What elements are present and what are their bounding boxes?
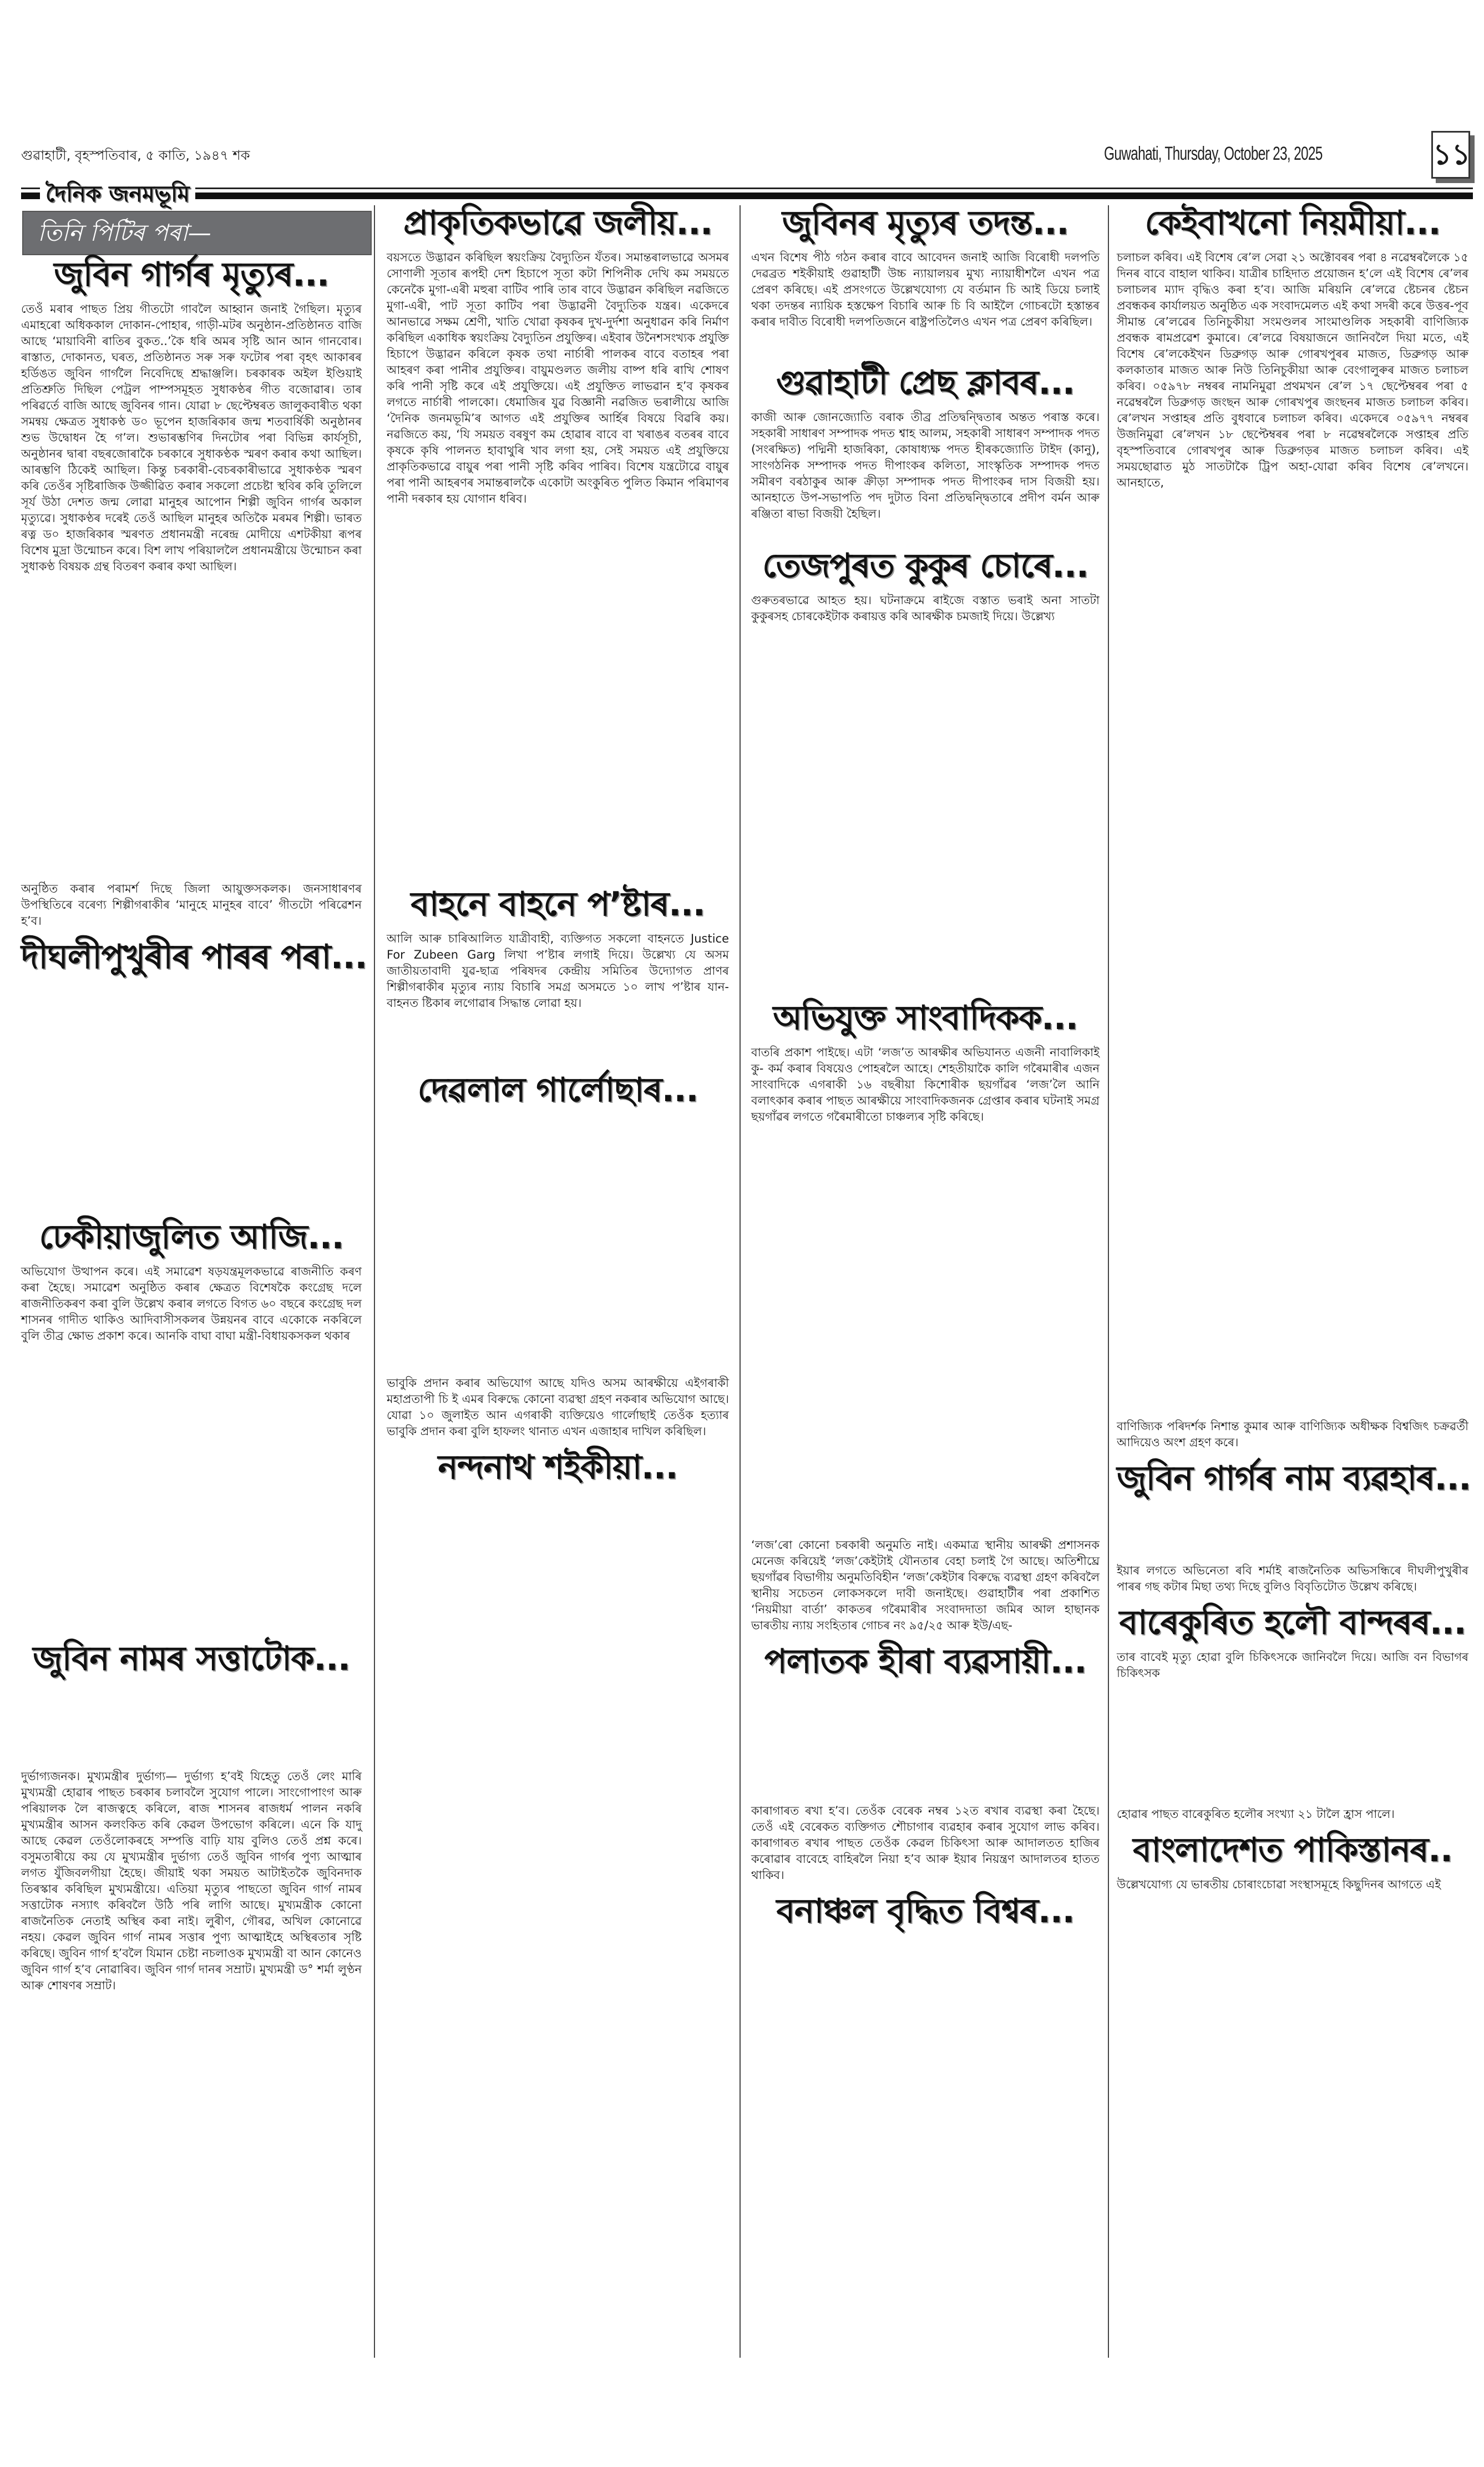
article-headline: বাহনে বাহনে প’ষ্টাৰ... (411, 885, 705, 924)
news-article (387, 1068, 729, 1445)
news-article (751, 1639, 1100, 1889)
article-body (387, 1112, 729, 1445)
news-article (21, 1215, 362, 1637)
article-body (21, 1259, 362, 1637)
article-body (1117, 1645, 1468, 1828)
article-paragraph: বয়সতে উদ্ভাৱন কৰিছিল স্বয়ংক্ৰিয় বৈদ্যুতিন যঁতৰ। সমান্তৰালভাৱে অসমৰ সোণালী সূতাৰ ৰূপহী দেশ হিচাপে সূতা কটা শিপিনীক দেখি কম সময়তে কেনেকৈ মুগা-এৰী মহুৰা বাটিব পাৰি তাৰ বাবে উদ্ভাৱন কৰিছিল নৱজিতে মুগা-এৰী, পাট সূতা কাটিব পৰা উদ্ভাৱনী বৈদ্যুতিক যন্ত্ৰৰ। একেদৰে আনভাৱে সক্ষম শ্ৰেণী, খাতি খোৱা কৃষকৰ দুখ-দুৰ্দশা অনুধাৱন কৰি নিৰ্মাণ কৰিছিল একাধিক স্বয়ংক্ৰিয় বৈদ্যুতিন প্ৰযুক্তিৰ। এইবাৰ উনৈশসংখ্যক প্ৰযুক্তি হিচাপে উদ্ভাৱন কৰিলে কৃষক তথা নাৰ্চাৰী পালকৰ বাবে বতাহৰ পৰা আহৰণ কৰা পানীৰ প্ৰযুক্তিৰ। বায়ুমণ্ডলত জলীয় বাষ্প ধৰি ৰাখি শোষণ কৰি পানী সৃষ্টি কৰে এই প্ৰযুক্তিয়ে। এই প্ৰযুক্তিত লাভৱান হ’ব কৃষকৰ লগতে নাৰ্চাৰী পালকো। ধেমাজিৰ যুৱ বিজ্ঞানী নৱজিত ভৰালীয়ে আজি ‘দৈনিক জনমভূমি’ৰ আগত এই প্ৰযুক্তিৰ আৰ্হিৰ বিষয়ে বিৱৰি কয়। নৱজিতে কয়, ‘যি সময়ত বৰষুণ কম হোৱাৰ বাবে বা খৰাঙৰ বতৰৰ বাবে কৃষকে কৃষি পালনত হাবাথুৰি খাব লগা হয়, সেই সময়ত এই প্ৰযুক্তিয়ে প্ৰাকৃতিকভাৱে বায়ুৰ পৰা পানী সৃষ্টি কৰিব পাৰিব। বিশেষ যন্ত্ৰটোৱে বায়ুৰ পৰা পানী আহৰণৰ সমান্তৰালকৈ একোটা অংকুৰিত পুলিত কিমান পৰিমাণৰ পানী দৰকাৰ হয় যোগান ধৰিব। (387, 251, 729, 505)
article-paragraph: অনুষ্ঠিত কৰাৰ পৰামৰ্শ দিছে জিলা আয়ুক্তসকলক। জনসাধাৰণৰ উপস্থিতিৰে বৰেণ্য শিল্পীগৰাকীৰ ‘মানুহে মানুহৰ বাবে’ গীতটো পৰিৱেশন হ’ব। (21, 882, 362, 928)
article-paragraph: হোৱাৰ পাছত বাৰেকুৰিত হলৌৰ সংখ্যা ২১ টালৈ হ্ৰাস পালে। (1117, 1807, 1395, 1821)
article-paragraph: কাৰাগাৰত ৰখা হ’ব। তেওঁক বেৰেক নম্বৰ ১২ত ৰখাৰ ব্যৱস্থা কৰা হৈছে। তেওঁ এই বেৰেকত ব্যক্তিগত শৌচাগাৰ ব্যৱহাৰ কৰাৰ সুযোগ লাভ কৰিব। কাৰাগাৰত ৰখাৰ পাছত তেওঁক কেৱল চিকিৎসা আৰু আদালতত হাজিৰ কৰোৱাৰ বাবেহে বাহিৰলৈ নিয়া হ’ব আৰু ইয়াৰ নিয়ন্ত্ৰণ আদালতৰ হাতত থাকিব। (751, 1804, 1100, 1882)
article-paragraph: উল্লেখযোগ্য যে ভাৰতীয় চোৰাংচোৱা সংস্থাসমূহে কিছুদিনৰ আগতে এই (1117, 1878, 1441, 1891)
article-headline: তেজপুৰত কুকুৰ চোৰে... (762, 546, 1088, 585)
article-body (21, 1681, 362, 2358)
article-body (751, 1933, 1100, 2358)
article-body (387, 1490, 729, 2358)
news-article (387, 201, 729, 882)
article-headline: কেইবাখনো নিয়মীয়া... (1144, 204, 1441, 242)
article-paragraph: এখন বিশেষ পীঠ গঠন কৰাৰ বাবে আবেদন জনাই আজি বিৰোধী দলপতি দেৱব্ৰত শইকীয়াই গুৱাহাটী উচ্চ ন্যায়ালয়ৰ মুখ্য ন্যায়াধীশলৈ এখন পত্ৰ প্ৰেৰণ কৰিছে। এই প্ৰসংগতে উল্লেখযোগ্য যে বৰ্তমান চি আই ডিয়ে চলাই থকা তদন্তৰ ন্যায়িক হস্তক্ষেপ বিচাৰি আৰু চি বি আইলৈ গোচৰটো হস্তান্তৰ কৰাৰ দাবীত বিৰোধী দলপতিজনে ৰাষ্ট্ৰপতিলৈও এখন পত্ৰ প্ৰেৰণ কৰিছিল। (751, 251, 1100, 328)
article-headline: জুবিন গাৰ্গৰ নাম ব্যৱহাৰ... (1117, 1459, 1471, 1498)
article-paragraph: দুৰ্ভাগ্যজনক। মুখ্যমন্ত্ৰীৰ দুৰ্ভাগ্য— দুৰ্ভাগ্য হ’বই যিহেতু তেওঁ লেং মাৰি মুখ্যমন্ত্ৰী হোৱাৰ পাছত চৰকাৰ চলাবলৈ সুযোগ পালে। সাংগোপাংগ আৰু পৰিয়ালক লৈ ৰাজত্বহে কৰিলে, ৰাজ শাসনৰ ৰাজধৰ্ম পালন নকৰি মুখ্যমন্ত্ৰীৰ আসন কলংকিত কৰি কেৱল উপভোগ কৰিলে। এনে কি যাদু আছে কেৱল তেওঁলোকৰহে সম্পত্তি বাঢ়ি যায় বুলিও তেওঁ প্ৰশ্ন কৰে। বসুমতাৰীয়ে কয় যে মুখ্যমন্ত্ৰীৰ দুৰ্ভাগ্য তেওঁ জুবিন গাৰ্গৰ পুণ্য আত্মাৰ লগত যুঁজিবলগীয়া হৈছে। জীয়াই থকা সময়ত আটাইতকৈ জুবিনদাক তিৰস্কাৰ কৰিছিল মুখ্যমন্ত্ৰীয়ে। এতিয়া মৃত্যুৰ পাছতো জুবিন গাৰ্গ নামৰ সত্তাটোক নস্যাৎ কৰিবলৈ উঠি পৰি লাগি আছে। মুখ্যমন্ত্ৰীক কোনো ৰাজনৈতিক নেতাই অস্থিৰ কৰা নাই। লুৰীণ, গৌৰৱ, অখিল কোনোৱে নহয়। কেৱল জুবিন গাৰ্গ নামৰ সত্তাৰ পুণ্য আত্মাইহে অস্থিৰতাৰ সৃষ্টি কৰিছে। জুবিন গাৰ্গ হ’বলৈ যিমান চেষ্টা নচলাওক মুখ্যমন্ত্ৰী বা আন কোনেও জুবিন গাৰ্গ হ’ব নোৱাৰিব। জুবিন গাৰ্গ দানৰ সম্ৰাট। মুখ্যমন্ত্ৰী ড° শৰ্মা লুণ্ঠন আৰু শোষণৰ সম্ৰাট। (21, 1770, 362, 1992)
article-headline: দেৱলাল গাৰ্লোছাৰ... (417, 1071, 698, 1110)
news-article (1117, 201, 1468, 1456)
news-article (751, 201, 1100, 361)
article-paragraph: আলি আৰু চাৰিআলিত যাত্ৰীবাহী, ব্যক্তিগত সকলো বাহনতে Justice For Zubeen Garg লিখা প’ষ্টাৰ লগাই দিয়ে। উল্লেখ্য যে অসম জাতীয়তাবাদী যুৱ-ছাত্ৰ পৰিষদৰ কেন্দ্ৰীয় সমিতিৰ উদ্যোগত প্ৰাণৰ শিল্পীগৰাকীৰ মৃত্যুৰ ন্যায় বিচাৰি সমগ্ৰ অসমতে ১০ লাখ প’ষ্টাৰ যান-বাহনত ষ্টিকাৰ লগোৱাৰ সিদ্ধান্ত লোৱা হয়। (387, 932, 729, 1010)
article-paragraph: ভাবুকি প্ৰদান কৰাৰ অভিযোগ আছে যদিও অসম আৰক্ষীয়ে এইগৰাকী মহাপ্ৰতাপী চি ই এমৰ বিৰুদ্ধে কোনো ব্যৱস্থা গ্ৰহণ নকৰাৰ অভিযোগ আছে। যোৱা ১০ জুলাইত আন এগৰাকী ব্যক্তিয়েও গাৰ্লোছাই তেওঁক হত্যাৰ ভাবুকি প্ৰদান কৰা বুলি হাফলং থানাত এখন এজাহাৰ দাখিল কৰিছিল। (387, 1376, 729, 1438)
article-body (21, 979, 362, 1215)
article-body (751, 1684, 1100, 1889)
news-article (387, 1445, 729, 2358)
news-article (21, 935, 367, 1215)
article-body (751, 405, 1100, 544)
article-body (387, 245, 729, 882)
article-paragraph: তাৰ বাবেই মৃত্যু হোৱা বুলি চিকিৎসকে জানিবলৈ দিয়ে। আজি বন বিভাগৰ চিকিৎসক (1117, 1650, 1468, 1680)
article-body (21, 297, 362, 935)
news-article (751, 1889, 1100, 2358)
article-headline: গুৱাহাটী প্ৰেছ ক্লাবৰ... (776, 363, 1075, 402)
article-body (1117, 245, 1468, 1456)
page-number: ১১ (1431, 131, 1470, 179)
article-headline: দীঘলীপুখুৰীৰ পাৰৰ পৰা... (21, 938, 367, 976)
article-paragraph: কাজী আৰু জোনজ্যোতি বৰাক তীব্ৰ প্ৰতিদ্বন্দ্বিতাৰ অন্তত পৰাস্ত কৰে। সহকাৰী সাধাৰণ সম্পাদক পদত শ্বাহ আলম, সহকাৰী সাধাৰণ সম্পাদক পদত (সংৰক্ষিত) পদ্মিনী হাজৰিকা, কোষাধ্যক্ষ পদত হীৰকজ্যোতি টাইদ (কানু), সাংগঠনিক সম্পাদক পদত দীপাংকৰ কলিতা, সাংস্কৃতিক সম্পাদক পদত সমীৰণ বৰঠাকুৰ আৰু ক্ৰীড়া সম্পাদক পদত দীপাংকৰ দাস বিজয়ী হয়। আনহাতে উপ-সভাপতি পদ দুটাত বিনা প্ৰতিদ্বন্দ্বিতাৰে প্ৰদীপ বৰ্মন আৰু ৰঞ্জিতা ৰাভা বিজয়ী হৈছিল। (751, 411, 1100, 520)
section-label-box (22, 211, 372, 255)
masthead-logo: দৈনিক জনমভূমি (40, 176, 195, 214)
article-paragraph: অভিযোগ উত্থাপন কৰে। এই সমাৱেশ ষড়যন্ত্ৰমূলকভাৱে ৰাজনীতি কৰণ কৰা হৈছে। সমাৱেশ অনুষ্ঠিত কৰাৰ ক্ষেত্ৰত বিশেষকৈ কংগ্ৰেছ দলে ৰাজনীতিকৰণ কৰা বুলি উল্লেখ কৰাৰ লগতে বিগত ৬০ বছৰে কংগ্ৰেছ দল শাসনৰ গাদীত থাকিও আদিবাসীসকলৰ উন্নয়নৰ বাবে একোকে নকৰিলে বুলি তীব্ৰ ক্ষোভ প্ৰকাশ কৰে। আনকি বাঘা বাঘা মন্ত্ৰী-বিধায়কসকল থকাৰ (21, 1265, 362, 1343)
article-paragraph: তেওঁ মৰাৰ পাছত প্ৰিয় গীতটো গাবলৈ আহ্বান জনাই গৈছিল। মৃত্যুৰ এমাহৰো অধিককাল দোকান-পোহাৰ, গাড়ী-মটৰ অনুষ্ঠান-প্ৰতিষ্ঠানত বাজি আছে ‘মায়াবিনী ৰাতিৰ বুকত..’কৈ ধৰি অমৰ সৃষ্টি আন আন গানবোৰ। ৰাস্তাত, দোকানত, ঘৰত, প্ৰতিষ্ঠানত সৰু সৰু ফটোৰ পৰা বৃহৎ আকাৰৰ হৰ্ডিঙত জুবিন গাৰ্গলৈ নিবেদিছে শ্ৰদ্ধাঞ্জলি। চৰকাৰক অইল ইণ্ডিয়াই প্ৰতিশ্ৰুতি দিছিল পেট্ৰল পাম্পসমূহত সুধাকণ্ঠৰ গীত বজোৱাৰ। তাৰ পৰিৱৰ্তে বাজি আছে জুবিনৰ গান। যোৱা ৮ ছেপ্টেম্বৰত জালুকবাৰীত থকা সমন্বয় ক্ষেত্ৰত সুধাকণ্ঠ ড০ ভূপেন হাজৰিকাৰ জন্ম শতবাৰ্ষিকী অনুষ্ঠানৰ শুভ উদ্বোধন হৈ গ’ল। শুভাৰম্ভণিৰ দিনটোৰ পৰা বিভিন্ন কাৰ্যসূচী, অনুষ্ঠানৰ দ্বাৰা বছৰজোৰাকৈ চৰকাৰে সুধাকণ্ঠক স্মৰণ কৰাৰ কথা আছিল। আৰম্ভণি ঠিকেই আছিল। কিন্তু চৰকাৰী-বেচৰকাৰীভাৱে সুধাকণ্ঠক স্মৰণ কৰি তেওঁৰ সৃষ্টিৰাজিক উজ্জীৱিত কৰাৰ সকলো প্ৰচেষ্টা স্থবিৰ কৰি তুলিলে সূৰ্য উঠা দেশত জন্ম লোৱা মানুহৰ আপোন শিল্পী জুবিন গাৰ্গৰ অকাল মৃত্যুৱে। সুধাকণ্ঠৰ দৰেই তেওঁ আছিল মানুহৰ অতিকৈ মৰমৰ শিল্পী। ভাৰত ৰত্ন ড০ হাজৰিকাৰ স্মৰণত প্ৰধানমন্ত্ৰী নৰেন্দ্ৰ মোদীয়ে এশটকীয়া ৰূপৰ বিশেষ মুদ্ৰা উন্মোচন কৰে। বিশ লাখ পৰিয়াললৈ প্ৰধানমন্ত্ৰীয়ে উন্মোচন কৰা সুধাকণ্ঠ বিষয়ক গ্ৰন্থ বিতৰণ কৰাৰ কথা আছিল। (21, 302, 362, 573)
article-body (1117, 1501, 1468, 1600)
article-headline: বনাঞ্চল বৃদ্ধিত বিশ্বৰ... (776, 1892, 1075, 1931)
article-headline: নন্দনাথ শইকীয়া... (438, 1448, 678, 1487)
news-article (1117, 1600, 1468, 1828)
article-body (387, 926, 729, 1068)
news-article (1117, 1456, 1471, 1600)
news-article (751, 544, 1100, 996)
article-body (1117, 1872, 1468, 2358)
header-rule-thick (21, 193, 1473, 199)
news-article (751, 361, 1100, 544)
article-body (751, 245, 1100, 361)
article-headline: ঢেকীয়াজুলিত আজি... (39, 1218, 344, 1257)
news-article (387, 882, 729, 1068)
article-headline: অভিযুক্ত সাংবাদিকক... (773, 999, 1078, 1037)
news-article (21, 1637, 362, 2358)
article-headline: পলাতক হীৰা ব্যৱসায়ী... (764, 1642, 1087, 1681)
issue-date-assamese: গুৱাহাটী, বৃহস্পতিবাৰ, ৫ কাতি, ১৯৪৭ শক (21, 148, 250, 163)
article-paragraph: ‘লজ’ৰো কোনো চৰকাৰী অনুমতি নাই। একমাত্ৰ স্থানীয় আৰক্ষী প্ৰশাসনক মেনেজ কৰিয়েই ‘লজ’কেইটাই যৌনতাৰ বেহা চলাই গৈ আছে। অতিশীঘ্ৰে ছয়গাঁৱৰ বিভাগীয় অনুমতিবিহীন ‘লজ’কেইটাৰ বিৰুদ্ধে ব্যৱস্থা গ্ৰহণ কৰিবলৈ স্থানীয় সচেতন লোকসকলে দাবী জনাইছে। গুৱাহাটীৰ পৰা প্ৰকাশিত ‘নিয়মীয়া বাৰ্তা’ কাকতৰ গৰৈমাৰীৰ সংবাদদাতা জমিৰ আল হাছানক ভাৰতীয় ন্যায় সংহিতাৰ গোচৰ নং ৯৫/২৫ আৰু ইউ/এছ- (751, 1538, 1100, 1632)
article-paragraph: চলাচল কৰিব। এই বিশেষ ৰে’ল সেৱা ২১ অক্টোবৰৰ পৰা ৪ নৱেম্বৰলৈকে ১৫ দিনৰ বাবে বাহাল থাকিব। যাত্ৰীৰ চাহিদাত প্ৰয়োজন হ’লে এই বিশেষ ৰে’লৰ চলাচলৰ ম্যাদ বৃদ্ধিও কৰা হ’ব। আজি মৰিয়নি ৰে’লৱে ষ্টেচনৰ ষ্টেচন প্ৰবন্ধকৰ কাৰ্যালয়ত অনুষ্ঠিত এক সংবাদমেলত এই কথা সদৰী কৰে উত্তৰ-পূব সীমান্ত ৰে’লৱেৰ তিনিচুকীয়া সংমণ্ডলৰ সাংমাণ্ডলিক সহকাৰী বাণিজ্যিক প্ৰবন্ধক ৰামপ্ৰৱেশ কুমাৰে। ৰে’লৱে বিষয়াজনে জানিবলৈ দিয়া মতে, এই বিশেষ ৰে’লকেইখন ডিব্ৰুগড় আৰু গোৰখপুৰৰ মাজত, ডিব্ৰুগড় আৰু কলকাতাৰ মাজত আৰু নিউ তিনিচুকীয়া আৰু বেংগালুৰুৰ মাজত চলাচল কৰিব। ০৫৯৭৮ নম্বৰৰ নামনিমুৱা প্ৰথমখন ৰে’ল ১৭ ছেপ্টেম্বৰৰ পৰা ৫ নৱেম্বৰলৈ ডিব্ৰুগড় জংছন আৰু গোৰখপুৰ জংছনৰ মাজত চলাচল কৰিব। ৰে’লখন সপ্তাহৰ প্ৰতি বুধবাৰে চলাচল কৰিব। একেদৰে ০৫৯৭৭ নম্বৰৰ উজনিমুৱা ৰে’লখন ১৮ ছেপ্টেম্বৰৰ পৰা ৮ নৱেম্বৰলৈকে সপ্তাহৰ প্ৰতি বৃহস্পতিবাৰে গোৰখপুৰ আৰু ডিব্ৰুগড়ৰ মাজত চলাচল কৰিব। এই সময়ছোৱাত মুঠ সাতটাকৈ ট্ৰিপ অহা-যোৱা কৰিব বিশেষ ৰে’লখনে। আনহাতে, (1117, 251, 1468, 489)
article-headline: বাংলাদেশত পাকিস্তানৰ.. (1133, 1831, 1452, 1870)
column-divider (1108, 205, 1109, 2358)
article-paragraph: গুৰুতৰভাৱে আহত হয়। ঘটনাক্ৰমে ৰাইজে বস্তাত ভৰাই অনা সাতটা কুকুৰসহ চোৰকেইটাক কৰায়ত্ত কৰি আৰক্ষীক চমজাই দিয়ে। উল্লেখ্য (751, 594, 1100, 623)
issue-date-english: Guwahati, Thursday, October 23, 2025 (1104, 143, 1323, 164)
column-divider (740, 205, 741, 2358)
news-article (21, 252, 362, 935)
article-headline: জুবিন গাৰ্গৰ মৃত্যুৰ... (54, 255, 329, 294)
section-label: তিনি পিটিৰ পৰা— (38, 219, 211, 246)
article-paragraph: বাতৰি প্ৰকাশ পাইছে। এটা ‘লজ’ত আৰক্ষীৰ অভিযানত এজনী নাবালিকাই কু- কৰ্ম কৰাৰ বিষয়েও পোহৰলৈ আহে। শেহতীয়াকৈ কালি গৰৈমাৰীৰ এজন সাংবাদিকে এগৰাকী ১৬ বছৰীয়া কিশোৰীক ছয়গাঁৱৰ ‘লজ’লৈ আনি বলাৎকাৰ কৰাৰ পাছত আৰক্ষীয়ে সাংবাদিকজনক গ্ৰেপ্তাৰ কৰাৰ ঘটনাই সমগ্ৰ ছয়গাঁৱৰ লগতে গৰৈমাৰীতো চাঞ্চল্যৰ সৃষ্টি কৰিছে। (751, 1046, 1100, 1123)
article-headline: বাৰেকুৰিত হলৌ বান্দৰৰ... (1119, 1603, 1466, 1642)
news-article (1117, 1828, 1468, 2358)
article-paragraph: ইয়াৰ লগতে অভিনেতা ৰবি শৰ্মাই ৰাজনৈতিক অভিসন্ধিৰে দীঘলীপুখুৰীৰ পাৰৰ গছ কটাৰ মিছা তথ্য দিছে বুলিও বিবৃতিটোত উল্লেখ কৰিছে। (1117, 1564, 1468, 1593)
news-article (751, 996, 1100, 1639)
header-rule-thin (21, 188, 1473, 189)
article-headline: জুবিনৰ মৃত্যুৰ তদন্ত... (782, 204, 1069, 242)
article-headline: প্ৰাকৃতিকভাৱে জলীয়... (403, 204, 712, 242)
article-body (751, 588, 1100, 996)
article-body (751, 1040, 1100, 1639)
article-headline: জুবিন নামৰ সত্তাটোক... (33, 1639, 350, 1678)
article-paragraph: বাণিজ্যিক পৰিদৰ্শক নিশান্ত কুমাৰ আৰু বাণিজ্যিক অধীক্ষক বিশ্বজিৎ চক্ৰৱৰ্তী আদিয়েও অংশ গ্ৰহণ কৰে। (1117, 1420, 1468, 1449)
column-divider (374, 205, 375, 2358)
